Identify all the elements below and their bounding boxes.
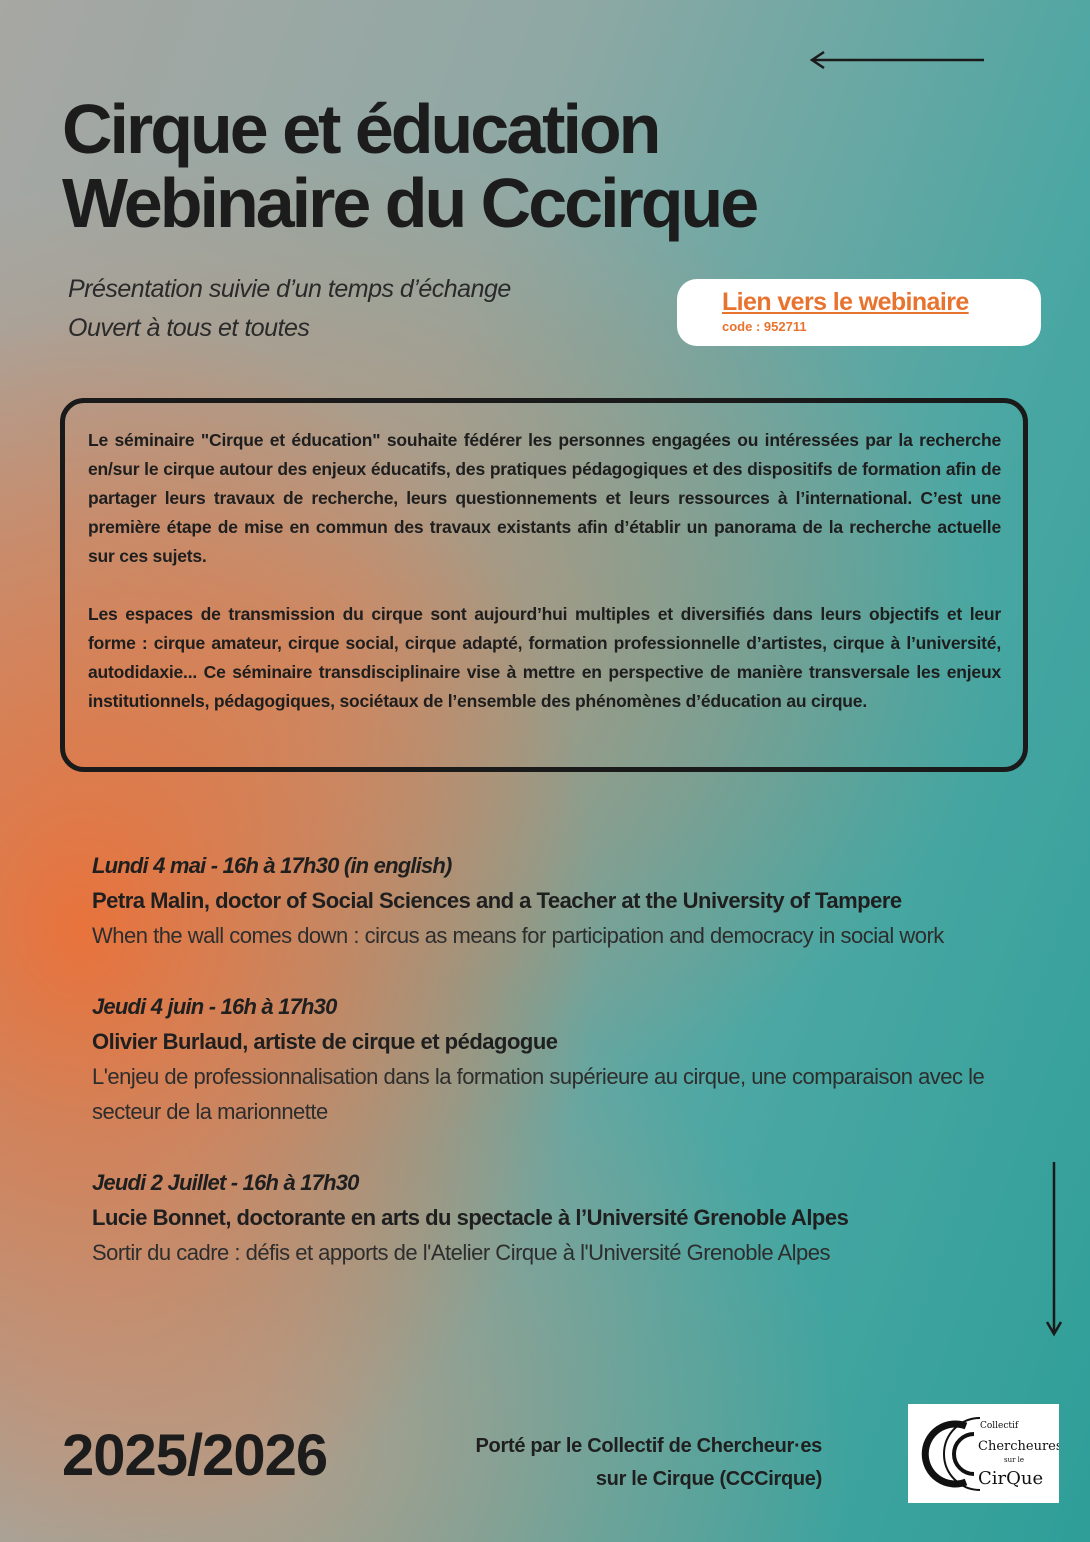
description-paragraph-1: Le séminaire "Cirque et éducation" souhaite fédérer les personnes engagées ou intéressées par la recherche en/sur le cirque autour des enjeux éducatifs, des pratiques pédagogiques et des dispositifs de formation afin de partager leurs travaux de recherche, leurs questionnements et leurs ressources à l’international. C’est une première étape de mise en commun des travaux existants afin d’établir un panorama de la recherche actuelle sur ces sujets. xyxy=(88,430,1001,566)
event-topic: Sortir du cadre : défis et apports de l'Atelier Cirque à l'Université Grenoble Alpes xyxy=(92,1240,831,1265)
event-date: Jeudi 2 Juillet - 16h à 17h30 xyxy=(92,1170,359,1195)
organizer-credit xyxy=(380,1430,822,1496)
event-topic: When the wall comes down : circus as means for participation and democracy in social work xyxy=(92,923,944,948)
events-list xyxy=(92,849,1002,1307)
title-line-1: Cirque et éducation xyxy=(62,90,659,168)
season-year: 2025/2026 xyxy=(62,1423,328,1488)
event-item xyxy=(92,849,1002,953)
event-date: Lundi 4 mai - 16h à 17h30 (in english) xyxy=(92,853,452,878)
logo-word-cirque: CirQue xyxy=(978,1468,1044,1489)
webinar-code: code : 952711 xyxy=(722,319,807,334)
webinar-link[interactable]: Lien vers le webinaire xyxy=(722,288,969,316)
organizer-line-1: Porté par le Collectif de Chercheur·es xyxy=(475,1435,822,1457)
description-paragraph-2: Les espaces de transmission du cirque sont aujourd’hui multiples et diversifiés dans leurs objectifs et leur forme : cirque amateur, cirque social, cirque adapté, formation professionnelle d’artistes, cirque à l’université, autodidaxie... Ce séminaire transdisciplinaire vise à mettre en perspective de manière transversale les enjeux institutionnels, pédagogiques, sociétaux de l’ensemble des phénomènes d’éducation au cirque. xyxy=(88,604,1001,711)
arrow-down-icon xyxy=(1044,1160,1064,1338)
organizer-line-2: sur le Cirque (CCCirque) xyxy=(595,1468,822,1490)
event-speaker: Lucie Bonnet, doctorante en arts du spectacle à l’Université Grenoble Alpes xyxy=(92,1205,849,1230)
subtitle xyxy=(68,270,511,348)
logo-word-chercheures: Chercheures xyxy=(978,1439,1059,1454)
page-title xyxy=(62,92,756,240)
event-topic: L'enjeu de professionnalisation dans la formation supérieure au cirque, une comparaison avec le secteur de la marionnette xyxy=(92,1064,985,1124)
logo-word-sur-le: sur le xyxy=(1004,1456,1025,1464)
logo-word-collectif: Collectif xyxy=(980,1421,1019,1431)
subtitle-line-1: Présentation suivie d’un temps d’échange xyxy=(68,275,511,303)
title-line-2: Webinaire du Cccirque xyxy=(62,164,757,242)
cccirque-logo xyxy=(908,1404,1059,1503)
webinar-link-card xyxy=(677,279,1041,346)
description-box xyxy=(60,398,1028,772)
subtitle-line-2: Ouvert à tous et toutes xyxy=(68,314,310,342)
event-speaker: Olivier Burlaud, artiste de cirque et pédagogue xyxy=(92,1029,558,1054)
logo-mark xyxy=(908,1404,1059,1503)
event-speaker: Petra Malin, doctor of Social Sciences and a Teacher at the University of Tampere xyxy=(92,888,902,913)
event-item xyxy=(92,990,1002,1129)
event-date: Jeudi 4 juin - 16h à 17h30 xyxy=(92,994,337,1019)
event-item xyxy=(92,1166,1002,1270)
arrow-left-icon xyxy=(808,50,986,70)
